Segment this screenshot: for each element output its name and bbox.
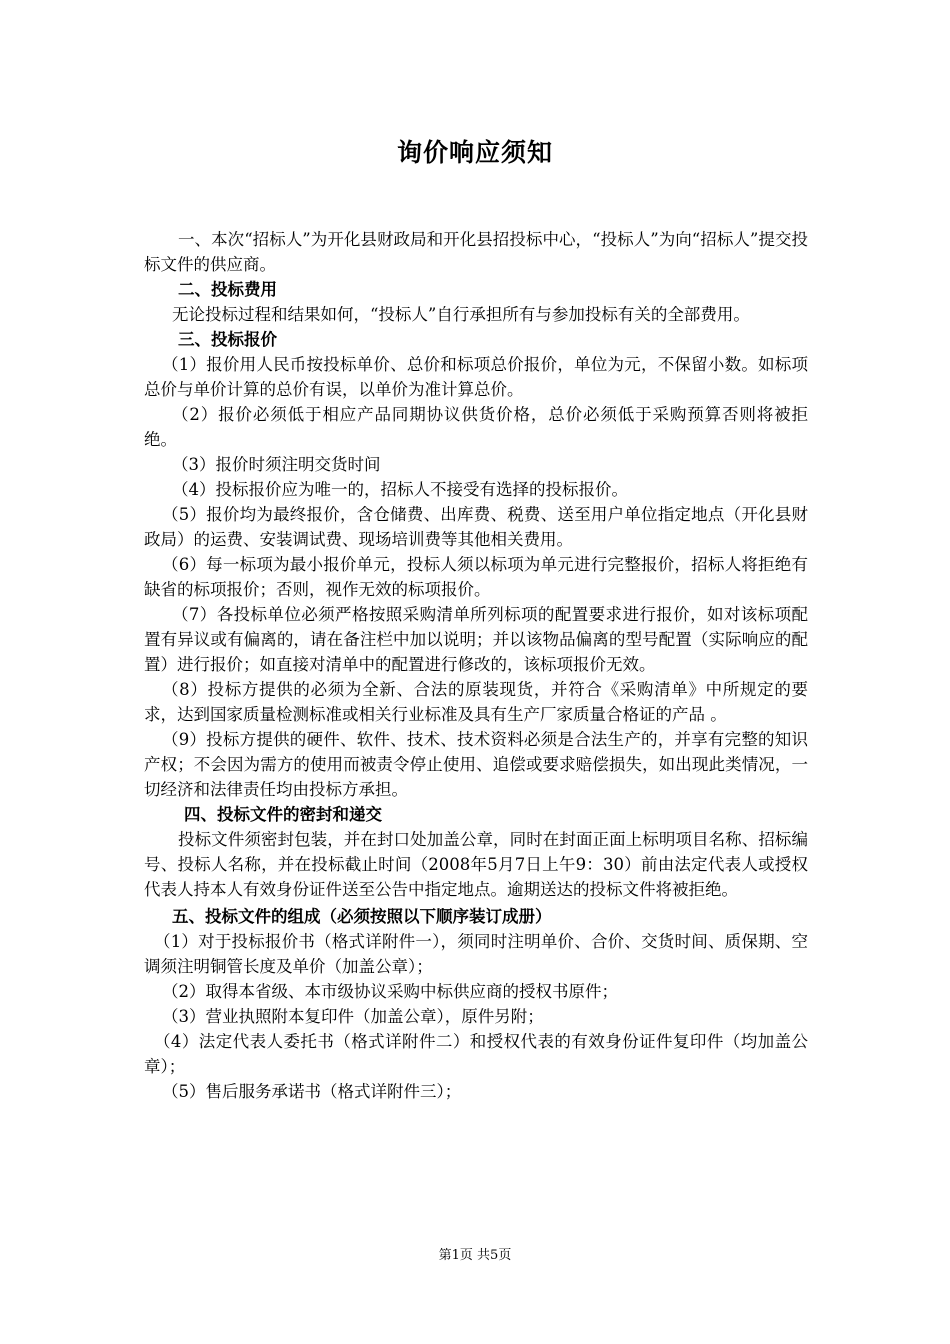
- heading-bid-costs: 二、投标费用: [178, 280, 277, 299]
- document-body: [144, 227, 808, 1104]
- heading-sealing: 四、投标文件的密封和递交: [184, 805, 382, 824]
- paragraph-price-4: （4）投标报价应为唯一的，招标人不接受有选择的投标报价。: [172, 480, 628, 499]
- paragraph-price-5: （5）报价均为最终报价，含仓储费、出库费、税费、送至用户单位指定地点（开化县财政局）的运费、安装调试费、现场培训费等其他相关费用。: [144, 505, 808, 549]
- paragraph-sealing: 投标文件须密封包装，并在封口处加盖公章，同时在封面正面上标明项目名称、招标编号、投标人名称，并在投标截止时间（2008年5月7日上午9：30）前由法定代表人或授权代表人持本人有效身份证件送至公告中指定地点。逾期送达的投标文件将被拒绝。: [144, 830, 808, 899]
- paragraph-composition-5: （5）售后服务承诺书（格式详附件三）；: [162, 1082, 462, 1101]
- paragraph-price-7: （7）各投标单位必须严格按照采购清单所列标项的配置要求进行报价，如对该标项配置有异议或有偏离的，请在备注栏中加以说明；并以该物品偏离的型号配置（实际响应的配置）进行报价；如直接对清单中的配置进行修改的，该标项报价无效。: [144, 605, 808, 674]
- heading-bid-price: 三、投标报价: [178, 330, 277, 349]
- page-number-footer: 第1页 共5页: [438, 1248, 512, 1263]
- paragraph-price-6: （6）每一标项为最小报价单元，投标人须以标项为单元进行完整报价，招标人将拒绝有缺省的标项报价；否则，视作无效的标项报价。: [144, 555, 808, 599]
- paragraph-price-9: （9）投标方提供的硬件、软件、技术、技术资料必须是合法生产的，并享有完整的知识产权；不会因为需方的使用而被责令停止使用、追偿或要求赔偿损失，如出现此类情况，一切经济和法律责任均由投标方承担。: [144, 730, 808, 799]
- paragraph-composition-1: （1）对于投标报价书（格式详附件一），须同时注明单价、合价、交货时间、质保期、空调须注明铜管长度及单价（加盖公章）；: [144, 932, 808, 976]
- paragraph-parties: 一、本次“招标人”为开化县财政局和开化县招投标中心，“投标人”为向“招标人”提交投标文件的供应商。: [144, 230, 808, 274]
- paragraph-price-1: （1）报价用人民币按投标单价、总价和标项总价报价，单位为元，不保留小数。如标项总价与单价计算的总价有误，以单价为准计算总价。: [144, 355, 808, 399]
- heading-composition: 五、投标文件的组成（必须按照以下顺序装订成册）: [172, 907, 552, 926]
- paragraph-composition-3: （3）营业执照附本复印件（加盖公章），原件另附；: [162, 1007, 544, 1026]
- paragraph-price-3: （3）报价时须注明交货时间: [172, 455, 381, 474]
- paragraph-bid-costs: 无论投标过程和结果如何，“投标人”自行承担所有与参加投标有关的全部费用。: [172, 305, 750, 324]
- paragraph-composition-2: （2）取得本省级、本市级协议采购中标供应商的授权书原件；: [162, 982, 618, 1001]
- page-title: 询价响应须知: [396, 138, 553, 167]
- paragraph-price-2: （2）报价必须低于相应产品同期协议供货价格，总价必须低于采购预算否则将被拒绝。: [144, 405, 808, 449]
- paragraph-composition-4: （4）法定代表人委托书（格式详附件二）和授权代表的有效身份证件复印件（均加盖公章）；: [144, 1032, 808, 1076]
- paragraph-price-8: （8）投标方提供的必须为全新、合法的原装现货，并符合《采购清单》中所规定的要求，达到国家质量检测标准或相关行业标准及具有生产厂家质量合格证的产品 。: [144, 680, 808, 724]
